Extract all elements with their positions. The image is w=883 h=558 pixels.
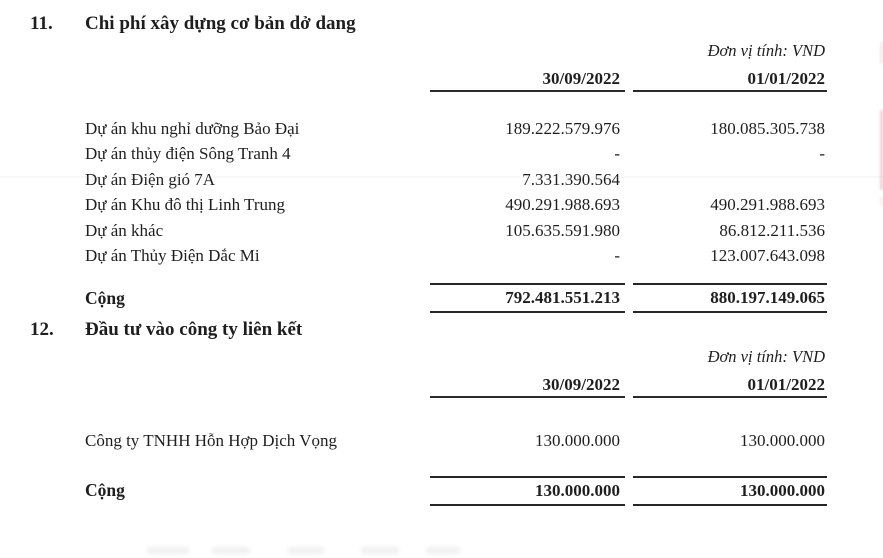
header-spacer [85,374,430,398]
scan-artifact [0,176,883,178]
scan-artifact [426,547,460,554]
total-label: Cộng [85,480,125,501]
column-header-30-09-2022: 30/09/2022 [430,68,625,92]
column-header-01-01-2022: 01/01/2022 [633,68,827,92]
column-header-30-09-2022: 30/09/2022 [430,374,625,398]
header-spacer [85,68,430,92]
row-label: Dự án khu nghỉ dưỡng Bảo Đại [85,119,300,138]
row-value-1: 130.000.000 [535,431,620,451]
row-label: Dự án Điện gió 7A [85,169,216,189]
column-gap [625,374,633,398]
total-label: Cộng [85,287,125,308]
total-value-2: 130.000.000 [633,476,827,506]
row-label: Dự án Thủy Điện Dắc Mi [85,246,260,266]
table-row [85,192,827,217]
row-value-2: 490.291.988.693 [710,195,825,215]
table-row [85,167,827,192]
section-title: Chi phí xây dựng cơ bản dở dang [85,13,356,34]
row-value-1: - [614,246,620,266]
row-value-2: 123.007.643.098 [710,246,825,266]
table2-body [0,428,883,453]
scan-artifact [212,547,250,554]
row-label: Dự án Khu đô thị Linh Trung [85,195,286,215]
section-number: 11. [30,13,53,34]
column-gap [625,68,633,92]
section-11-heading [0,13,883,35]
total-value-1: 792.481.551.213 [430,283,625,313]
row-value-2: 86.812.211.536 [719,220,825,240]
row-value-2: - [819,144,825,164]
table-row [85,116,827,141]
section-title: Đầu tư vào công ty liên kết [85,319,303,341]
unit-label: Đơn vị tính: VND [707,347,825,367]
scan-artifact [288,547,324,554]
table2-header-row [85,374,827,398]
row-value-1: - [614,144,620,164]
table2-total-row [85,476,827,506]
row-value-1: 189.222.579.976 [505,119,620,138]
total-value-1: 130.000.000 [430,476,625,506]
row-label: Dự án khác [85,220,164,240]
section-12-heading [0,319,883,341]
row-label: Dự án thủy điện Sông Tranh 4 [85,144,291,164]
row-value-2 [633,167,827,192]
table-row [85,218,827,243]
row-value-1: 105.635.591.980 [505,220,620,240]
table1-header-row [85,68,827,92]
row-label: Công ty TNHH Hỗn Hợp Dịch Vọng [85,431,338,451]
row-value-2: 180.085.305.738 [710,119,825,138]
total-value-2: 880.197.149.065 [633,283,827,313]
section-number: 12. [30,319,54,341]
table1-body [0,116,883,268]
table-row [85,141,827,166]
row-value-1: 490.291.988.693 [505,195,620,215]
table-row [85,428,827,453]
table1-total-row [85,283,827,313]
scan-artifact [361,547,399,554]
row-value-1: 7.331.390.564 [522,169,620,189]
table-row [85,243,827,268]
row-value-2: 130.000.000 [740,431,825,451]
scan-artifact [147,547,189,554]
unit-label: Đơn vị tính: VND [707,41,825,60]
column-header-01-01-2022: 01/01/2022 [633,374,827,398]
